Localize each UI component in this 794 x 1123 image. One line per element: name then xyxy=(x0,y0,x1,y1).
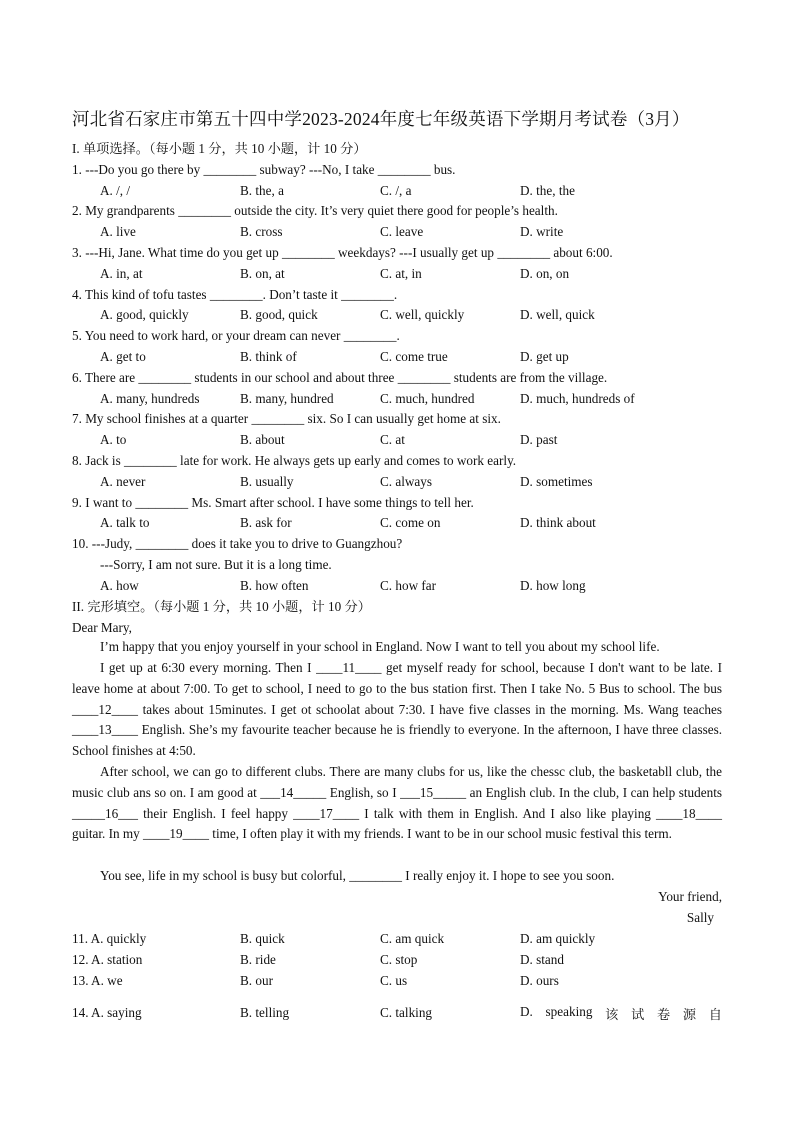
option-c: C. come true xyxy=(380,349,448,364)
letter-paragraph: After school, we can go to different clubs. There are many clubs for us, like the chessc club, the basketabll club, the music club ans so on. I am good at ___14_____ English, so I ___15_____ an English club. In the club, I can help students _____16___ their English. I feel happy ____17____ I talk with them in English. And I also like playing ____18____ guitar. In my ____19____ time, I often play it with my friends. I want to be in our school music festival this term. xyxy=(72,764,722,842)
source-note-char: 卷 xyxy=(656,1007,671,1022)
option-a: 13. A. we xyxy=(72,973,123,988)
option-d: D. sometimes xyxy=(520,474,593,489)
question-text: 6. There are ________ students in our school and about three ________ students are from the village. xyxy=(72,370,608,385)
option-d: D. much, hundreds of xyxy=(520,391,635,406)
option-a: A. never xyxy=(100,474,146,489)
option-c: C. how far xyxy=(380,578,437,593)
question-text: 2. My grandparents ________ outside the city. It’s very quiet there good for people’s health. xyxy=(72,203,558,218)
letter-greeting: Dear Mary, xyxy=(72,620,132,635)
letter-paragraph: You see, life in my school is busy but colorful, ________ I really enjoy it. I hope to see you soon. xyxy=(100,868,615,883)
option-d-label: D. xyxy=(520,1004,533,1019)
option-b: B. usually xyxy=(240,474,294,489)
option-a: A. in, at xyxy=(100,266,143,281)
question-text: 3. ---Hi, Jane. What time do you get up ________ weekdays? ---I usually get up ________ about 6:00. xyxy=(72,245,613,260)
option-d-word: speaking xyxy=(545,1004,593,1019)
option-c: C. us xyxy=(380,973,408,988)
letter-paragraph: I’m happy that you enjoy yourself in your school in England. Now I want to tell you about my school life. xyxy=(100,639,660,654)
page-title: 河北省石家庄市第五十四中学2023-2024年度七年级英语下学期月考试卷（3月） xyxy=(72,109,690,129)
option-b: B. ask for xyxy=(240,515,292,530)
option-d: D. on, on xyxy=(520,266,570,281)
option-d: D. well, quick xyxy=(520,307,595,322)
option-b: B. ride xyxy=(240,952,276,967)
option-b: B. about xyxy=(240,432,285,447)
option-a: 12. A. station xyxy=(72,952,143,967)
option-c: C. always xyxy=(380,474,433,489)
option-a: A. live xyxy=(100,224,136,239)
section-1-heading: I. 单项选择。（每小题 1 分，共 10 小题，计 10 分） xyxy=(72,141,367,156)
option-d: D. write xyxy=(520,224,564,239)
option-a: A. many, hundreds xyxy=(100,391,200,406)
question-text: 4. This kind of tofu tastes ________. Don’t taste it ________. xyxy=(72,287,398,302)
option-b: B. on, at xyxy=(240,266,285,281)
option-a: 11. A. quickly xyxy=(72,931,147,946)
option-b: B. many, hundred xyxy=(240,391,334,406)
letter-paragraph: I get up at 6:30 every morning. Then I ____11____ get myself ready for school, because I don't want to be late. I leave home at about 7:00. To get to school, I need to go to the bus station first. Then I take No. 5 Bus to school. The bus ____12____ takes about 15minutes. I get ot schoolat about 7:30. I have five classes in the morning. Ms. Wang teaches ____13____ English. She’s my favourite teacher because he is friendly to everyone. In the afternoon, I have three classes. School finishes at 4:50. xyxy=(72,660,722,759)
option-c: C. leave xyxy=(380,224,424,239)
option-c: C. at, in xyxy=(380,266,422,281)
option-b: B. think of xyxy=(240,349,297,364)
letter-signature: Sally xyxy=(686,910,714,925)
option-b: B. good, quick xyxy=(240,307,318,322)
option-a: A. good, quickly xyxy=(100,307,189,322)
question-text: 9. I want to ________ Ms. Smart after school. I have some things to tell her. xyxy=(72,495,474,510)
option-a: A. to xyxy=(100,432,127,447)
question-text: 8. Jack is ________ late for work. He always gets up early and comes to work early. xyxy=(72,453,517,468)
option-c: C. /, a xyxy=(380,183,412,198)
source-note-char: 自 xyxy=(708,1007,722,1022)
option-c: C. much, hundred xyxy=(380,391,475,406)
option-a: 14. A. saying xyxy=(72,1005,142,1020)
option-d: D. am quickly xyxy=(520,931,596,946)
source-note-char: 源 xyxy=(682,1007,697,1022)
question-reply: ---Sorry, I am not sure. But it is a long time. xyxy=(100,557,332,572)
option-d: D. the, the xyxy=(520,183,575,198)
letter-closing: Your friend, xyxy=(658,889,722,904)
section-2-heading: II. 完形填空。（每小题 1 分，共 10 小题，计 10 分） xyxy=(72,599,371,614)
question-text: 5. You need to work hard, or your dream can never ________. xyxy=(72,328,400,343)
source-note-char: 该 xyxy=(605,1007,619,1022)
option-d: D. get up xyxy=(520,349,569,364)
option-c: C. come on xyxy=(380,515,441,530)
option-a: A. how xyxy=(100,578,139,593)
question-text: 1. ---Do you go there by ________ subway? ---No, I take ________ bus. xyxy=(72,162,456,177)
option-c: C. stop xyxy=(380,952,418,967)
option-d: D. think about xyxy=(520,515,596,530)
option-b: B. our xyxy=(240,973,273,988)
option-b: B. quick xyxy=(240,931,285,946)
option-a: A. /, / xyxy=(100,183,131,198)
option-d: D. past xyxy=(520,432,558,447)
option-d: D. stand xyxy=(520,952,564,967)
option-c: C. talking xyxy=(380,1005,433,1020)
option-c: C. well, quickly xyxy=(380,307,465,322)
option-c: C. at xyxy=(380,432,405,447)
option-d: D. ours xyxy=(520,973,559,988)
option-d-justified xyxy=(520,1004,722,1023)
option-b: B. the, a xyxy=(240,183,284,198)
source-note-char: 试 xyxy=(631,1007,645,1022)
question-text: 7. My school finishes at a quarter ________ six. So I can usually get home at six. xyxy=(72,411,501,426)
question-text: 10. ---Judy, ________ does it take you to drive to Guangzhou? xyxy=(72,536,403,551)
option-b: B. how often xyxy=(240,578,309,593)
option-a: A. get to xyxy=(100,349,146,364)
option-b: B. cross xyxy=(240,224,283,239)
option-d: D. how long xyxy=(520,578,586,593)
option-c: C. am quick xyxy=(380,931,445,946)
option-b: B. telling xyxy=(240,1005,290,1020)
option-a: A. talk to xyxy=(100,515,150,530)
